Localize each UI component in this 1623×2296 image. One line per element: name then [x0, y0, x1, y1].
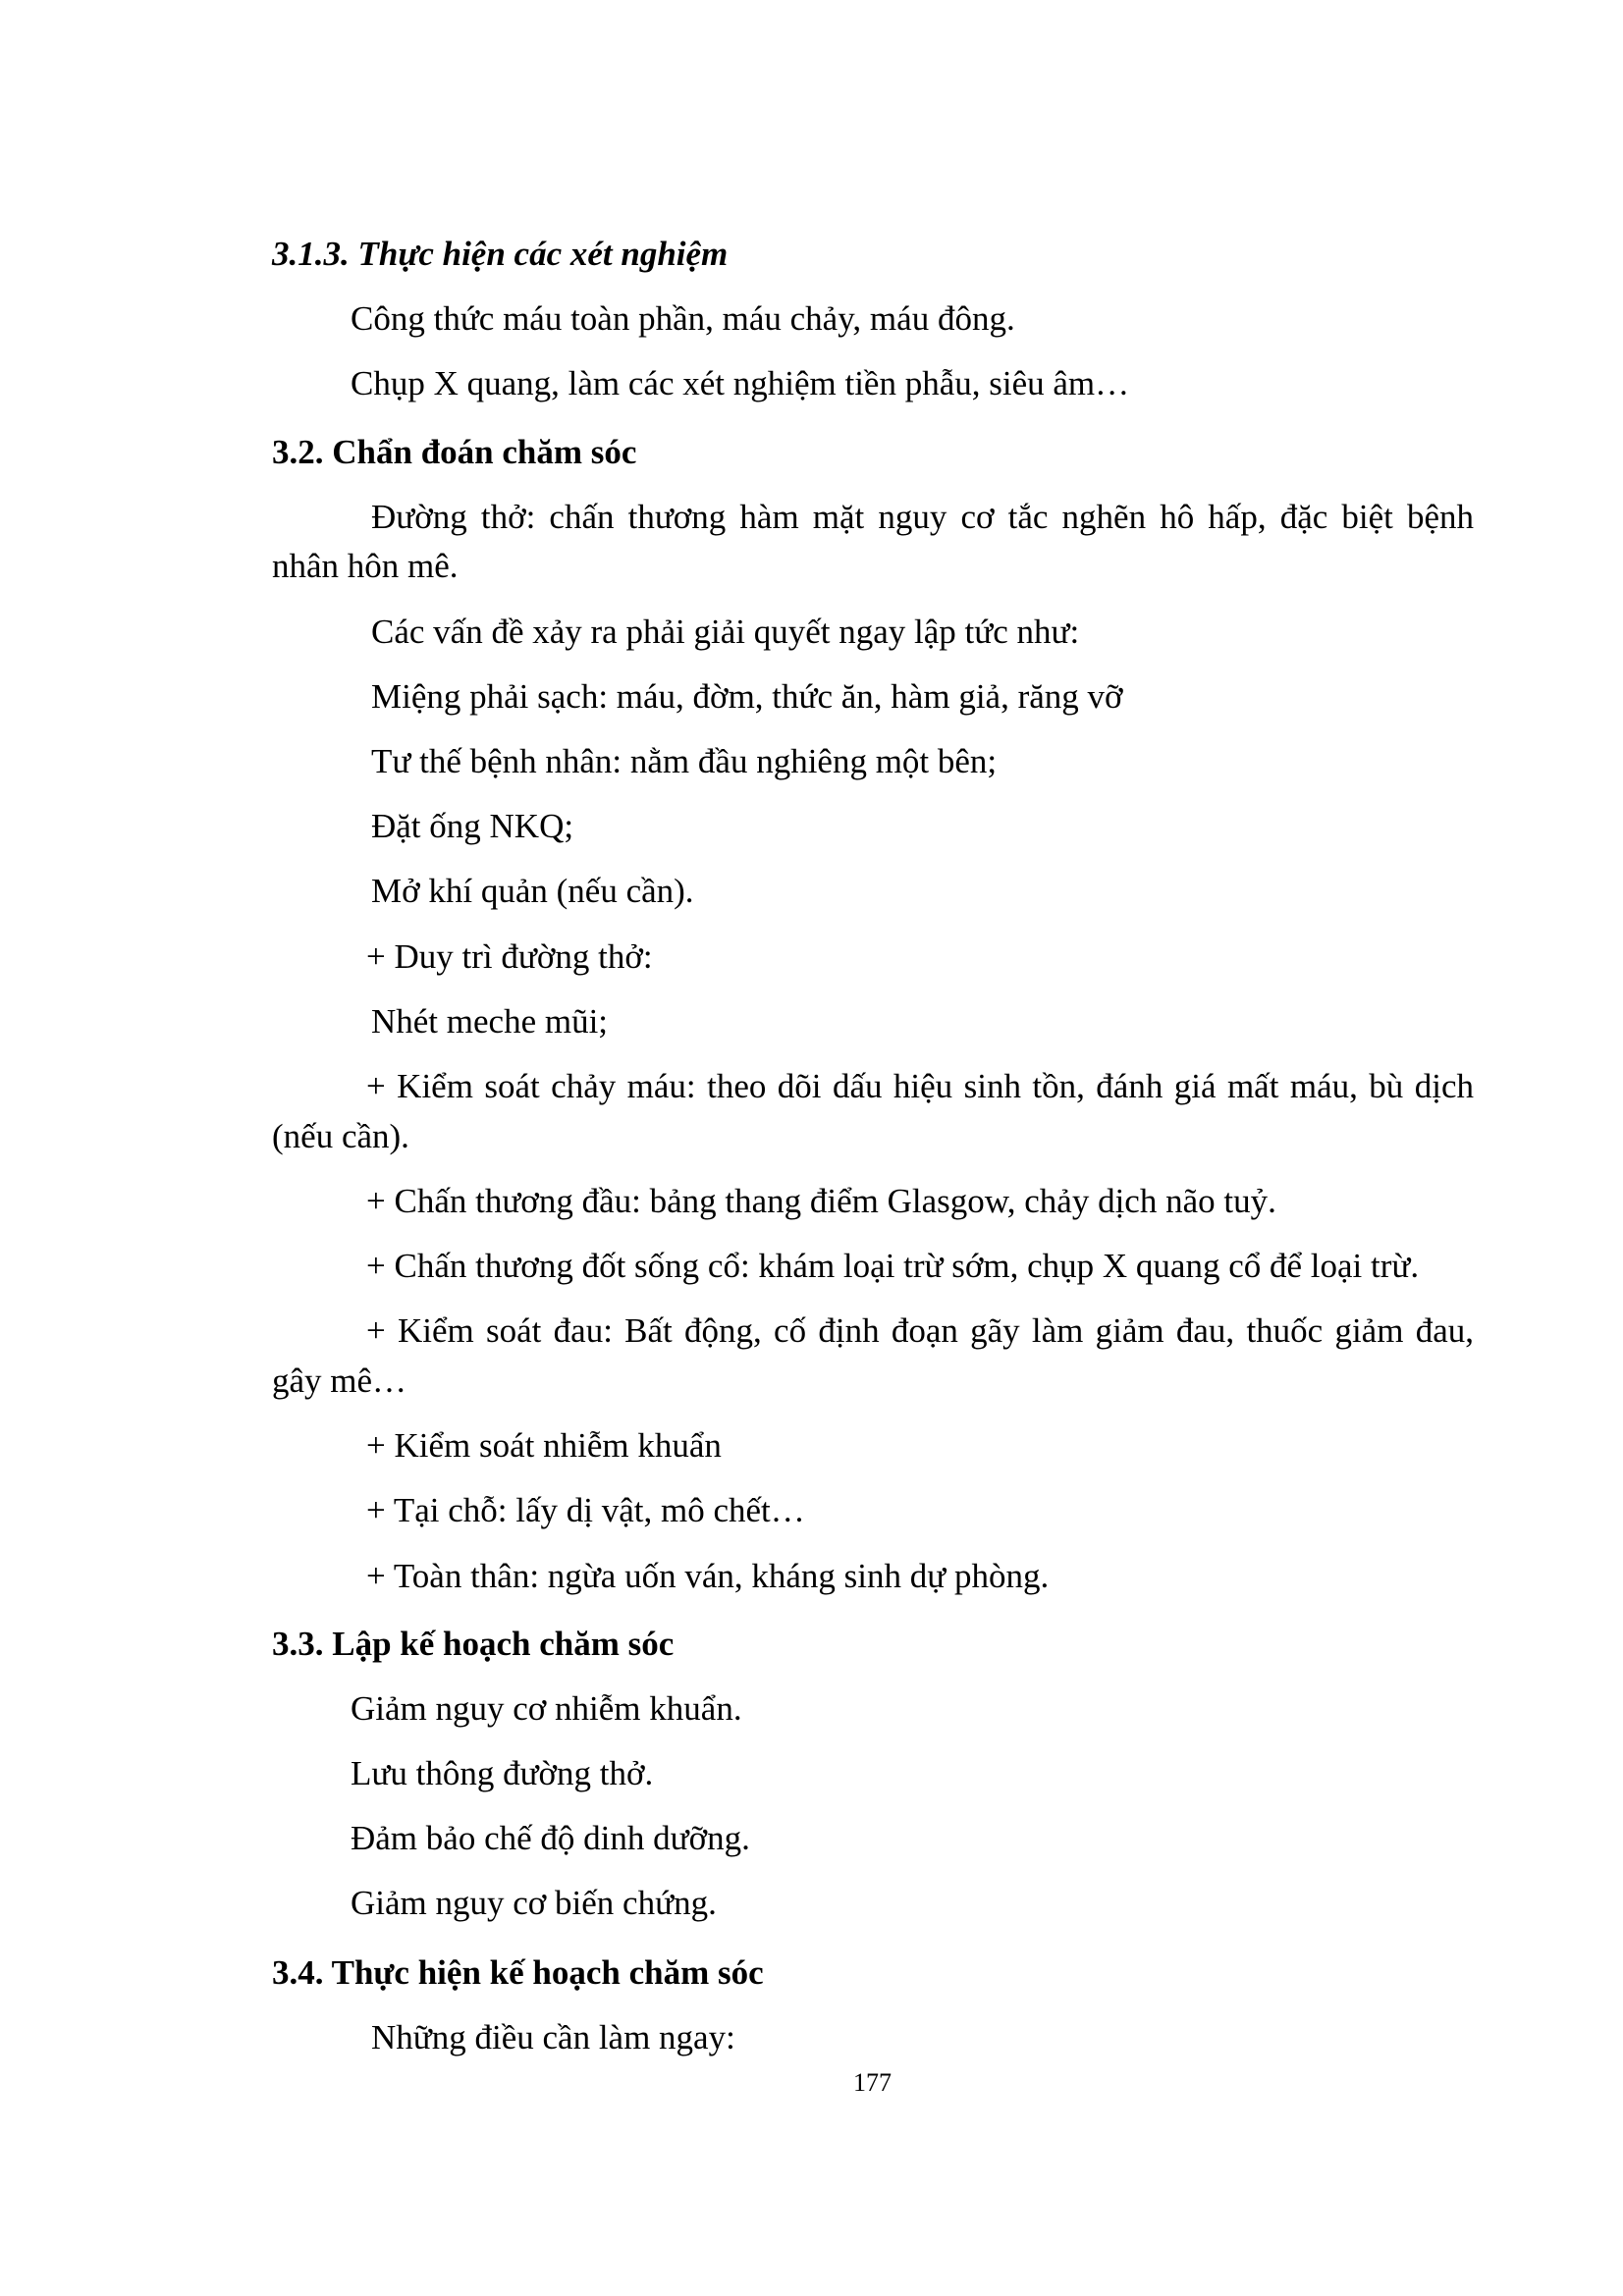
paragraph-line: (nếu cần).	[272, 1117, 409, 1155]
paragraph-line: Đặt ống NKQ;	[371, 807, 574, 845]
paragraph-line: gây mê…	[272, 1362, 407, 1400]
section-heading-3-4: 3.4. Thực hiện kế hoạch chăm sóc	[272, 1953, 764, 1992]
paragraph-line: Miệng phải sạch: máu, đờm, thức ăn, hàm giả, răng vỡ	[371, 677, 1123, 716]
paragraph-line: Giảm nguy cơ biến chứng.	[351, 1884, 717, 1922]
paragraph-line: + Chấn thương đầu: bảng thang điểm Glasgow, chảy dịch não tuỷ.	[366, 1182, 1276, 1220]
paragraph-line: + Kiểm soát chảy máu: theo dõi dấu hiệu sinh tồn, đánh giá mất máu, bù dịch	[366, 1067, 1474, 1105]
paragraph-line: Những điều cần làm ngay:	[371, 2018, 735, 2056]
paragraph-line: Nhét meche mũi;	[371, 1002, 609, 1041]
paragraph-line: Lưu thông đường thở.	[351, 1754, 654, 1792]
paragraph-line: + Duy trì đường thở:	[366, 937, 653, 976]
paragraph-line: Chụp X quang, làm các xét nghiệm tiền phẫu, siêu âm…	[351, 364, 1130, 402]
paragraph-line: Công thức máu toàn phần, máu chảy, máu đông.	[351, 299, 1015, 338]
paragraph-line: Mở khí quản (nếu cần).	[371, 872, 694, 910]
paragraph-line: + Chấn thương đốt sống cổ: khám loại trừ sớm, chụp X quang cổ để loại trừ.	[366, 1247, 1420, 1285]
paragraph-line: nhân hôn mê.	[272, 547, 459, 585]
paragraph-line: Tư thế bệnh nhân: nằm đầu nghiêng một bên;	[371, 742, 998, 780]
paragraph-line: + Kiểm soát nhiễm khuẩn	[366, 1426, 722, 1465]
section-heading-3-3: 3.3. Lập kế hoạch chăm sóc	[272, 1625, 675, 1663]
paragraph-line: + Toàn thân: ngừa uốn ván, kháng sinh dự phòng.	[366, 1557, 1050, 1595]
paragraph-line: + Kiểm soát đau: Bất động, cố định đoạn gãy làm giảm đau, thuốc giảm đau,	[366, 1311, 1474, 1350]
section-heading-3-2: 3.2. Chẩn đoán chăm sóc	[272, 433, 637, 471]
paragraph-line: Các vấn đề xảy ra phải giải quyết ngay lập tức như:	[371, 613, 1080, 651]
section-heading-3-1-3: 3.1.3. Thực hiện các xét nghiệm	[272, 235, 729, 273]
paragraph-line: + Tại chỗ: lấy dị vật, mô chết…	[366, 1491, 805, 1529]
paragraph-line: Giảm nguy cơ nhiễm khuẩn.	[351, 1689, 742, 1728]
page-number: 177	[853, 2068, 892, 2097]
paragraph-line: Đảm bảo chế độ dinh dưỡng.	[351, 1819, 750, 1857]
paragraph-line: Đường thở: chấn thương hàm mặt nguy cơ tắc nghẽn hô hấp, đặc biệt bệnh	[371, 498, 1474, 536]
